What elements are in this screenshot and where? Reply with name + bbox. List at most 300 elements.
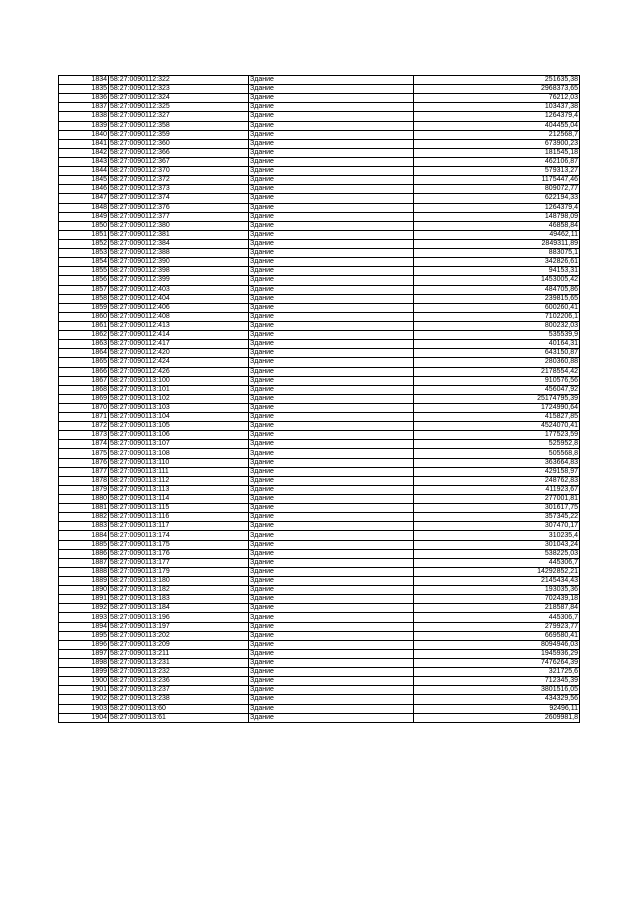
row-number-cell: 1855 [59,267,109,276]
row-number-cell: 1851 [59,230,109,239]
object-type-cell: Здание [249,668,414,677]
cadastral-number-cell: 58:27:0090112:325 [109,103,249,112]
object-type-cell: Здание [249,367,414,376]
row-number-cell: 1868 [59,385,109,394]
object-type-cell: Здание [249,704,414,713]
cadastral-number-cell: 58:27:0090113:174 [109,531,249,540]
object-type-cell: Здание [249,185,414,194]
table-row [59,513,580,522]
table-row [59,458,580,467]
cadastral-value-cell: 7476264,39 [414,659,580,668]
cadastral-value-cell: 484705,86 [414,285,580,294]
table-row [59,194,580,203]
cadastral-value-cell: 538225,03 [414,549,580,558]
cadastral-value-cell: 411923,67 [414,485,580,494]
object-type-cell: Здание [249,194,414,203]
table-row [59,431,580,440]
cadastral-value-cell: 363664,83 [414,458,580,467]
table-row [59,604,580,613]
cadastral-value-cell: 357345,22 [414,513,580,522]
cadastral-number-cell: 58:27:0090113:61 [109,713,249,722]
row-number-cell: 1852 [59,239,109,248]
row-number-cell: 1880 [59,495,109,504]
row-number-cell: 1860 [59,312,109,321]
cadastral-number-cell: 58:27:0090113:60 [109,704,249,713]
object-type-cell: Здание [249,176,414,185]
object-type-cell: Здание [249,203,414,212]
table-row [59,713,580,722]
cadastral-value-cell: 505568,8 [414,449,580,458]
object-type-cell: Здание [249,549,414,558]
table-row [59,385,580,394]
cadastral-number-cell: 58:27:0090113:211 [109,649,249,658]
cadastral-number-cell: 58:27:0090113:180 [109,577,249,586]
row-number-cell: 1877 [59,467,109,476]
object-type-cell: Здание [249,458,414,467]
cadastral-number-cell: 58:27:0090112:399 [109,276,249,285]
cadastral-value-cell: 2609981,8 [414,713,580,722]
row-number-cell: 1887 [59,558,109,567]
cadastral-value-cell: 212568,7 [414,130,580,139]
cadastral-number-cell: 58:27:0090112:403 [109,285,249,294]
cadastral-value-cell: 177523,59 [414,431,580,440]
cadastral-number-cell: 58:27:0090113:238 [109,695,249,704]
cadastral-value-cell: 181545,18 [414,148,580,157]
table-row [59,649,580,658]
table-row [59,167,580,176]
cadastral-number-cell: 58:27:0090113:103 [109,403,249,412]
cadastral-value-cell: 456047,92 [414,385,580,394]
row-number-cell: 1901 [59,686,109,695]
cadastral-value-cell: 301043,24 [414,540,580,549]
row-number-cell: 1838 [59,112,109,121]
row-number-cell: 1863 [59,340,109,349]
object-type-cell: Здание [249,349,414,358]
row-number-cell: 1841 [59,139,109,148]
cadastral-value-cell: 301617,75 [414,504,580,513]
cadastral-number-cell: 58:27:0090113:110 [109,458,249,467]
cadastral-number-cell: 58:27:0090113:177 [109,558,249,567]
cadastral-value-table [58,75,580,723]
row-number-cell: 1843 [59,157,109,166]
cadastral-number-cell: 58:27:0090112:381 [109,230,249,239]
object-type-cell: Здание [249,713,414,722]
row-number-cell: 1903 [59,704,109,713]
cadastral-value-cell: 218587,84 [414,604,580,613]
cadastral-value-cell: 600260,41 [414,303,580,312]
row-number-cell: 1889 [59,577,109,586]
cadastral-number-cell: 58:27:0090113:114 [109,495,249,504]
row-number-cell: 1861 [59,321,109,330]
object-type-cell: Здание [249,567,414,576]
table-row [59,176,580,185]
row-number-cell: 1874 [59,440,109,449]
row-number-cell: 1890 [59,586,109,595]
object-type-cell: Здание [249,595,414,604]
table-row [59,695,580,704]
table-row [59,586,580,595]
cadastral-value-cell: 342826,61 [414,258,580,267]
cadastral-number-cell: 58:27:0090112:366 [109,148,249,157]
row-number-cell: 1900 [59,677,109,686]
cadastral-number-cell: 58:27:0090112:374 [109,194,249,203]
cadastral-number-cell: 58:27:0090113:232 [109,668,249,677]
table-row [59,413,580,422]
row-number-cell: 1853 [59,249,109,258]
row-number-cell: 1866 [59,367,109,376]
table-row [59,85,580,94]
table-row [59,321,580,330]
row-number-cell: 1837 [59,103,109,112]
row-number-cell: 1879 [59,485,109,494]
table-row [59,677,580,686]
object-type-cell: Здание [249,476,414,485]
cadastral-value-cell: 2968373,65 [414,85,580,94]
table-row [59,185,580,194]
cadastral-value-cell: 643150,87 [414,349,580,358]
table-row [59,230,580,239]
table-row [59,349,580,358]
cadastral-value-cell: 1945936,29 [414,649,580,658]
table-row [59,631,580,640]
object-type-cell: Здание [249,558,414,567]
table-row [59,613,580,622]
cadastral-number-cell: 58:27:0090113:101 [109,385,249,394]
cadastral-number-cell: 58:27:0090112:414 [109,331,249,340]
object-type-cell: Здание [249,522,414,531]
row-number-cell: 1891 [59,595,109,604]
row-number-cell: 1862 [59,331,109,340]
row-number-cell: 1904 [59,713,109,722]
object-type-cell: Здание [249,312,414,321]
cadastral-number-cell: 58:27:0090113:112 [109,476,249,485]
object-type-cell: Здание [249,303,414,312]
table-row [59,522,580,531]
table-body [59,76,580,723]
cadastral-number-cell: 58:27:0090113:183 [109,595,249,604]
row-number-cell: 1867 [59,376,109,385]
object-type-cell: Здание [249,586,414,595]
row-number-cell: 1839 [59,121,109,130]
table-row [59,440,580,449]
object-type-cell: Здание [249,331,414,340]
cadastral-value-cell: 277001,81 [414,495,580,504]
cadastral-number-cell: 58:27:0090112:367 [109,157,249,166]
row-number-cell: 1876 [59,458,109,467]
table-row [59,367,580,376]
cadastral-value-cell: 669580,41 [414,631,580,640]
object-type-cell: Здание [249,340,414,349]
object-type-cell: Здание [249,531,414,540]
object-type-cell: Здание [249,631,414,640]
object-type-cell: Здание [249,249,414,258]
cadastral-value-cell: 800232,03 [414,321,580,330]
object-type-cell: Здание [249,403,414,412]
cadastral-value-cell: 673900,23 [414,139,580,148]
table-row [59,540,580,549]
cadastral-number-cell: 58:27:0090113:182 [109,586,249,595]
object-type-cell: Здание [249,285,414,294]
cadastral-value-cell: 883075,1 [414,249,580,258]
object-type-cell: Здание [249,394,414,403]
cadastral-number-cell: 58:27:0090112:322 [109,76,249,85]
cadastral-number-cell: 58:27:0090113:100 [109,376,249,385]
row-number-cell: 1898 [59,659,109,668]
cadastral-number-cell: 58:27:0090113:237 [109,686,249,695]
row-number-cell: 1883 [59,522,109,531]
table-row [59,476,580,485]
cadastral-value-cell: 445306,7 [414,613,580,622]
cadastral-value-cell: 239815,65 [414,294,580,303]
cadastral-value-cell: 3801516,05 [414,686,580,695]
cadastral-number-cell: 58:27:0090112:359 [109,130,249,139]
table-row [59,294,580,303]
table-row [59,394,580,403]
cadastral-value-cell: 251635,38 [414,76,580,85]
object-type-cell: Здание [249,267,414,276]
table-row [59,495,580,504]
table-row [59,640,580,649]
table-row [59,258,580,267]
cadastral-value-cell: 462106,87 [414,157,580,166]
cadastral-value-cell: 307470,17 [414,522,580,531]
cadastral-value-cell: 310235,4 [414,531,580,540]
object-type-cell: Здание [249,276,414,285]
table-row [59,239,580,248]
cadastral-number-cell: 58:27:0090113:105 [109,422,249,431]
cadastral-value-cell: 248762,83 [414,476,580,485]
object-type-cell: Здание [249,540,414,549]
row-number-cell: 1870 [59,403,109,412]
row-number-cell: 1835 [59,85,109,94]
cadastral-number-cell: 58:27:0090112:358 [109,121,249,130]
table-row [59,467,580,476]
table-row [59,531,580,540]
table-row [59,704,580,713]
object-type-cell: Здание [249,577,414,586]
cadastral-value-cell: 2178554,42 [414,367,580,376]
row-number-cell: 1873 [59,431,109,440]
table-row [59,449,580,458]
cadastral-value-cell: 622194,33 [414,194,580,203]
cadastral-value-cell: 2145434,43 [414,577,580,586]
cadastral-value-cell: 193035,36 [414,586,580,595]
cadastral-number-cell: 58:27:0090112:373 [109,185,249,194]
object-type-cell: Здание [249,613,414,622]
cadastral-number-cell: 58:27:0090112:384 [109,239,249,248]
cadastral-value-cell: 279923,77 [414,622,580,631]
cadastral-value-cell: 429158,97 [414,467,580,476]
row-number-cell: 1897 [59,649,109,658]
cadastral-value-cell: 92496,11 [414,704,580,713]
row-number-cell: 1886 [59,549,109,558]
cadastral-number-cell: 58:27:0090112:417 [109,340,249,349]
cadastral-number-cell: 58:27:0090112:404 [109,294,249,303]
cadastral-value-cell: 712345,39 [414,677,580,686]
cadastral-value-cell: 2849311,89 [414,239,580,248]
cadastral-value-cell: 415827,85 [414,413,580,422]
cadastral-value-cell: 49462,11 [414,230,580,239]
cadastral-value-cell: 1453005,42 [414,276,580,285]
row-number-cell: 1875 [59,449,109,458]
object-type-cell: Здание [249,440,414,449]
object-type-cell: Здание [249,121,414,130]
table-row [59,567,580,576]
cadastral-value-cell: 148798,09 [414,212,580,221]
object-type-cell: Здание [249,130,414,139]
cadastral-value-cell: 434329,56 [414,695,580,704]
object-type-cell: Здание [249,230,414,239]
table-row [59,485,580,494]
cadastral-number-cell: 58:27:0090112:376 [109,203,249,212]
object-type-cell: Здание [249,695,414,704]
cadastral-value-cell: 445306,7 [414,558,580,567]
table-row [59,212,580,221]
object-type-cell: Здание [249,103,414,112]
table-row [59,686,580,695]
row-number-cell: 1896 [59,640,109,649]
cadastral-number-cell: 58:27:0090112:408 [109,312,249,321]
cadastral-number-cell: 58:27:0090113:115 [109,504,249,513]
table-row [59,403,580,412]
cadastral-number-cell: 58:27:0090113:117 [109,522,249,531]
row-number-cell: 1893 [59,613,109,622]
row-number-cell: 1899 [59,668,109,677]
table-row [59,157,580,166]
cadastral-number-cell: 58:27:0090113:184 [109,604,249,613]
object-type-cell: Здание [249,85,414,94]
cadastral-value-cell: 25174795,39 [414,394,580,403]
object-type-cell: Здание [249,604,414,613]
cadastral-number-cell: 58:27:0090112:426 [109,367,249,376]
object-type-cell: Здание [249,495,414,504]
row-number-cell: 1884 [59,531,109,540]
row-number-cell: 1882 [59,513,109,522]
object-type-cell: Здание [249,112,414,121]
row-number-cell: 1871 [59,413,109,422]
cadastral-value-cell: 46858,84 [414,221,580,230]
table-row [59,331,580,340]
object-type-cell: Здание [249,258,414,267]
cadastral-value-cell: 14292852,21 [414,567,580,576]
cadastral-value-cell: 1264379,4 [414,203,580,212]
table-row [59,312,580,321]
cadastral-number-cell: 58:27:0090112:413 [109,321,249,330]
table-row [59,203,580,212]
cadastral-number-cell: 58:27:0090113:111 [109,467,249,476]
table-row [59,422,580,431]
object-type-cell: Здание [249,413,414,422]
table-row [59,303,580,312]
row-number-cell: 1872 [59,422,109,431]
row-number-cell: 1878 [59,476,109,485]
row-number-cell: 1856 [59,276,109,285]
object-type-cell: Здание [249,358,414,367]
table-row [59,558,580,567]
cadastral-value-cell: 321725,6 [414,668,580,677]
cadastral-value-cell: 404455,04 [414,121,580,130]
table-row [59,595,580,604]
cadastral-number-cell: 58:27:0090113:202 [109,631,249,640]
table-row [59,622,580,631]
object-type-cell: Здание [249,422,414,431]
cadastral-number-cell: 58:27:0090112:323 [109,85,249,94]
object-type-cell: Здание [249,677,414,686]
object-type-cell: Здание [249,467,414,476]
table-row [59,148,580,157]
table-row [59,121,580,130]
object-type-cell: Здание [249,659,414,668]
cadastral-number-cell: 58:27:0090113:197 [109,622,249,631]
cadastral-number-cell: 58:27:0090113:106 [109,431,249,440]
cadastral-value-cell: 910576,56 [414,376,580,385]
cadastral-number-cell: 58:27:0090112:390 [109,258,249,267]
cadastral-value-cell: 103437,38 [414,103,580,112]
object-type-cell: Здание [249,504,414,513]
row-number-cell: 1858 [59,294,109,303]
cadastral-value-cell: 40164,31 [414,340,580,349]
table-row [59,376,580,385]
table-row [59,267,580,276]
object-type-cell: Здание [249,76,414,85]
object-type-cell: Здание [249,212,414,221]
cadastral-value-cell: 1724990,64 [414,403,580,412]
object-type-cell: Здание [249,385,414,394]
row-number-cell: 1865 [59,358,109,367]
row-number-cell: 1844 [59,167,109,176]
table-row [59,340,580,349]
cadastral-number-cell: 58:27:0090113:104 [109,413,249,422]
cadastral-value-cell: 76212,03 [414,94,580,103]
object-type-cell: Здание [249,239,414,248]
object-type-cell: Здание [249,376,414,385]
object-type-cell: Здание [249,157,414,166]
object-type-cell: Здание [249,485,414,494]
cadastral-value-cell: 579313,27 [414,167,580,176]
row-number-cell: 1881 [59,504,109,513]
row-number-cell: 1864 [59,349,109,358]
row-number-cell: 1840 [59,130,109,139]
cadastral-value-cell: 702439,18 [414,595,580,604]
row-number-cell: 1847 [59,194,109,203]
table-row [59,577,580,586]
row-number-cell: 1849 [59,212,109,221]
object-type-cell: Здание [249,294,414,303]
object-type-cell: Здание [249,167,414,176]
cadastral-value-cell: 1264379,4 [414,112,580,121]
cadastral-number-cell: 58:27:0090112:388 [109,249,249,258]
table-row [59,276,580,285]
cadastral-value-cell: 525952,8 [414,440,580,449]
row-number-cell: 1834 [59,76,109,85]
row-number-cell: 1885 [59,540,109,549]
cadastral-number-cell: 58:27:0090112:406 [109,303,249,312]
table-row [59,249,580,258]
row-number-cell: 1894 [59,622,109,631]
object-type-cell: Здание [249,431,414,440]
object-type-cell: Здание [249,94,414,103]
object-type-cell: Здание [249,139,414,148]
cadastral-value-cell: 7102206,1 [414,312,580,321]
table-row [59,76,580,85]
cadastral-number-cell: 58:27:0090113:107 [109,440,249,449]
cadastral-number-cell: 58:27:0090112:370 [109,167,249,176]
cadastral-number-cell: 58:27:0090113:176 [109,549,249,558]
cadastral-number-cell: 58:27:0090113:179 [109,567,249,576]
object-type-cell: Здание [249,513,414,522]
cadastral-value-cell: 809072,77 [414,185,580,194]
cadastral-number-cell: 58:27:0090113:113 [109,485,249,494]
